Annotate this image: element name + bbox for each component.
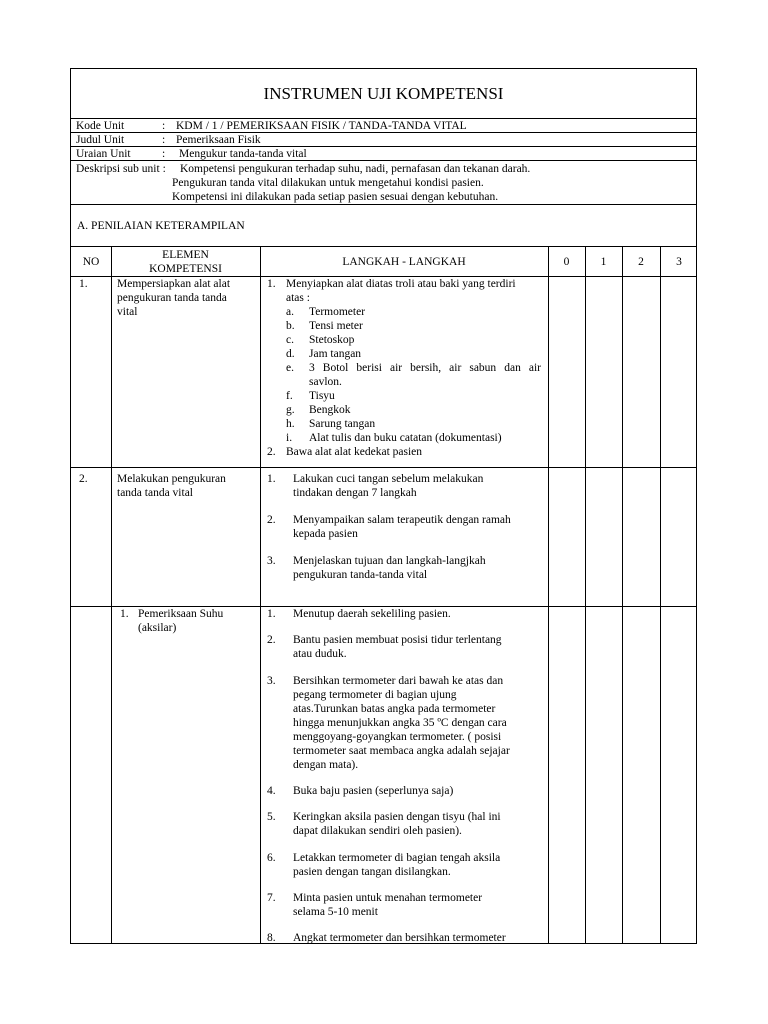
- header-score-1: 1: [600, 256, 607, 268]
- row3-step-line: Angkat termometer dan bersihkan termometer: [293, 932, 506, 944]
- row1-elemen-line3: vital: [117, 306, 138, 318]
- row1-step2-text: Bawa alat alat kedekat pasien: [286, 446, 423, 458]
- row2-step-line: Menjelaskan tujuan dan langkah-langjkah: [293, 555, 486, 567]
- header-score-2: 2: [638, 256, 644, 268]
- row2-step-num: 1.: [267, 473, 276, 485]
- row3-step-line: atau duduk.: [293, 648, 347, 660]
- row1-item-letter: d.: [286, 348, 295, 360]
- row3-elemen-line1: Pemeriksaan Suhu: [138, 608, 224, 620]
- row1-item-text: savlon.: [309, 376, 342, 388]
- row1-item-text: Bengkok: [309, 404, 351, 416]
- row1-item-text: 3 Botol berisi air bersih, air sabun dan air: [309, 362, 541, 374]
- row2-step-line: Menyampaikan salam terapeutik dengan ramah: [293, 514, 511, 526]
- kode-unit-row: [71, 119, 696, 133]
- row2-elemen-line1: Melakukan pengukuran: [117, 473, 226, 485]
- row1-item-letter: e.: [286, 362, 294, 374]
- row2-elemen-line2: tanda tanda vital: [117, 487, 193, 499]
- kode-unit-value: KDM / 1 / PEMERIKSAAN FISIK / TANDA-TANDA VITAL: [176, 120, 467, 132]
- row3-step-line: atas.Turunkan batas angka pada termometer: [293, 703, 496, 715]
- row3-step-num: 3.: [267, 675, 276, 687]
- row3-step-num: 4.: [267, 785, 276, 797]
- col-divider-elemen: [260, 247, 261, 943]
- row1-item-text: Termometer: [309, 306, 366, 318]
- row1-step1-line1: Menyiapkan alat diatas troli atau baki yang terdiri: [286, 278, 516, 290]
- header-score-0: 0: [563, 256, 570, 268]
- row1-item-letter: a.: [286, 306, 294, 318]
- uraian-unit-value: Mengukur tanda-tanda vital: [179, 148, 307, 160]
- row2-step-line: Lakukan cuci tangan sebelum melakukan: [293, 473, 484, 485]
- col-divider-score1: [622, 247, 623, 943]
- row1-step2-num: 2.: [267, 446, 276, 458]
- row3-step-line: Bantu pasien membuat posisi tidur terlentang: [293, 634, 502, 646]
- row1-item-text: Alat tulis dan buku catatan (dokumentasi): [309, 432, 502, 444]
- row3-step-line: Buka baju pasien (seperlunya saja): [293, 785, 454, 797]
- row1-item-text: Jam tangan: [309, 348, 362, 360]
- row3-step-line: selama 5-10 menit: [293, 906, 378, 918]
- col-divider-no: [111, 247, 112, 943]
- section-title: A. PENILAIAN KETERAMPILAN: [77, 220, 245, 232]
- header-no: NO: [82, 256, 100, 268]
- row2-step-num: 3.: [267, 555, 276, 567]
- col-divider-score2: [660, 247, 661, 943]
- row3-step-line: dengan mata).: [293, 759, 359, 771]
- row1-item-letter: c.: [286, 334, 294, 346]
- assessment-form: [70, 68, 697, 944]
- page-title: INSTRUMEN UJI KOMPETENSI: [71, 69, 696, 119]
- judul-unit-colon: :: [162, 134, 166, 146]
- row3-step-line: Bersihkan termometer dari bawah ke atas dan: [293, 675, 504, 687]
- row1-step1-num: 1.: [267, 278, 276, 290]
- row3-step-line: Menutup daerah sekeliling pasien.: [293, 608, 451, 620]
- row2-step-line: pengukuran tanda-tanda vital: [293, 569, 428, 581]
- row3-elemen-line2: (aksilar): [138, 622, 177, 634]
- row1-item-text: Stetoskop: [309, 334, 355, 346]
- row2-step-line: kepada pasien: [293, 528, 358, 540]
- header-elemen-1: ELEMEN: [162, 249, 209, 261]
- uraian-unit-row: [71, 147, 696, 161]
- row1-item-text: Sarung tangan: [309, 418, 376, 430]
- row1-elemen-line2: pengukuran tanda tanda: [117, 292, 227, 304]
- row-divider-1: [71, 467, 696, 468]
- row1-step1-line2: atas :: [286, 292, 310, 304]
- col-divider-score0: [585, 247, 586, 943]
- row2-step-line: tindakan dengan 7 langkah: [293, 487, 417, 499]
- row1-item-letter: g.: [286, 404, 295, 416]
- row3-step-line: dapat dilakukan sendiri oleh pasien).: [293, 825, 462, 837]
- kode-unit-colon: :: [162, 120, 166, 132]
- row1-no: 1.: [79, 278, 88, 290]
- deskripsi-line-3: Kompetensi ini dilakukan pada setiap pasien sesuai dengan kebutuhan.: [172, 191, 499, 203]
- deskripsi-line-2: Pengukuran tanda vital dilakukan untuk mengetahui kondisi pasien.: [172, 177, 484, 189]
- row3-step-line: pegang termometer di bagian ujung: [293, 689, 457, 701]
- kode-unit-label: Kode Unit: [76, 120, 125, 132]
- row3-step-num: 1.: [267, 608, 276, 620]
- judul-unit-row: [71, 133, 696, 147]
- deskripsi-label: Deskripsi sub unit :: [76, 163, 166, 175]
- header-score-3: 3: [676, 256, 682, 268]
- uraian-unit-label: Uraian Unit: [76, 148, 131, 160]
- row3-step-line: Keringkan aksila pasien dengan tisyu (hal ini: [293, 811, 501, 823]
- row1-item-letter: h.: [286, 418, 295, 430]
- row3-step-line: termometer saat membaca angka adalah sejajar: [293, 745, 510, 757]
- row3-step-line: pasien dengan tangan disilangkan.: [293, 866, 451, 878]
- header-elemen-2: KOMPETENSI: [149, 263, 222, 275]
- row1-item-letter: f.: [286, 390, 293, 402]
- row3-step-line: menggoyang-goyangkan termometer. ( posisi: [293, 731, 502, 743]
- row1-elemen-line1: Mempersiapkan alat alat: [117, 278, 231, 290]
- row3-step-line: hingga menunjukkan angka 35 ºC dengan cara: [293, 717, 507, 729]
- row3-step-num: 7.: [267, 892, 276, 904]
- header-langkah: LANGKAH - LANGKAH: [342, 256, 466, 268]
- row3-step-num: 2.: [267, 634, 276, 646]
- row1-item-letter: b.: [286, 320, 295, 332]
- row3-elemen-num: 1.: [120, 608, 129, 620]
- row1-item-text: Tensi meter: [309, 320, 363, 332]
- judul-unit-value: Pemeriksaan Fisik: [176, 134, 261, 146]
- col-divider-langkah: [548, 247, 549, 943]
- row3-step-num: 5.: [267, 811, 276, 823]
- row1-item-letter: i.: [286, 432, 293, 444]
- section-heading: [71, 205, 696, 247]
- row2-no: 2.: [79, 473, 88, 485]
- row2-step-num: 2.: [267, 514, 276, 526]
- row1-item-text: Tisyu: [309, 390, 335, 402]
- deskripsi-sub-unit: [71, 161, 696, 205]
- deskripsi-line-1: Kompetensi pengukuran terhadap suhu, nadi, pernafasan dan tekanan darah.: [180, 163, 531, 175]
- uraian-unit-colon: :: [162, 148, 166, 160]
- row3-step-line: Minta pasien untuk menahan termometer: [293, 892, 483, 904]
- judul-unit-label: Judul Unit: [76, 134, 125, 146]
- row3-step-line: Letakkan termometer di bagian tengah aksila: [293, 852, 501, 864]
- row3-step-num: 8.: [267, 932, 276, 944]
- row3-step-num: 6.: [267, 852, 276, 864]
